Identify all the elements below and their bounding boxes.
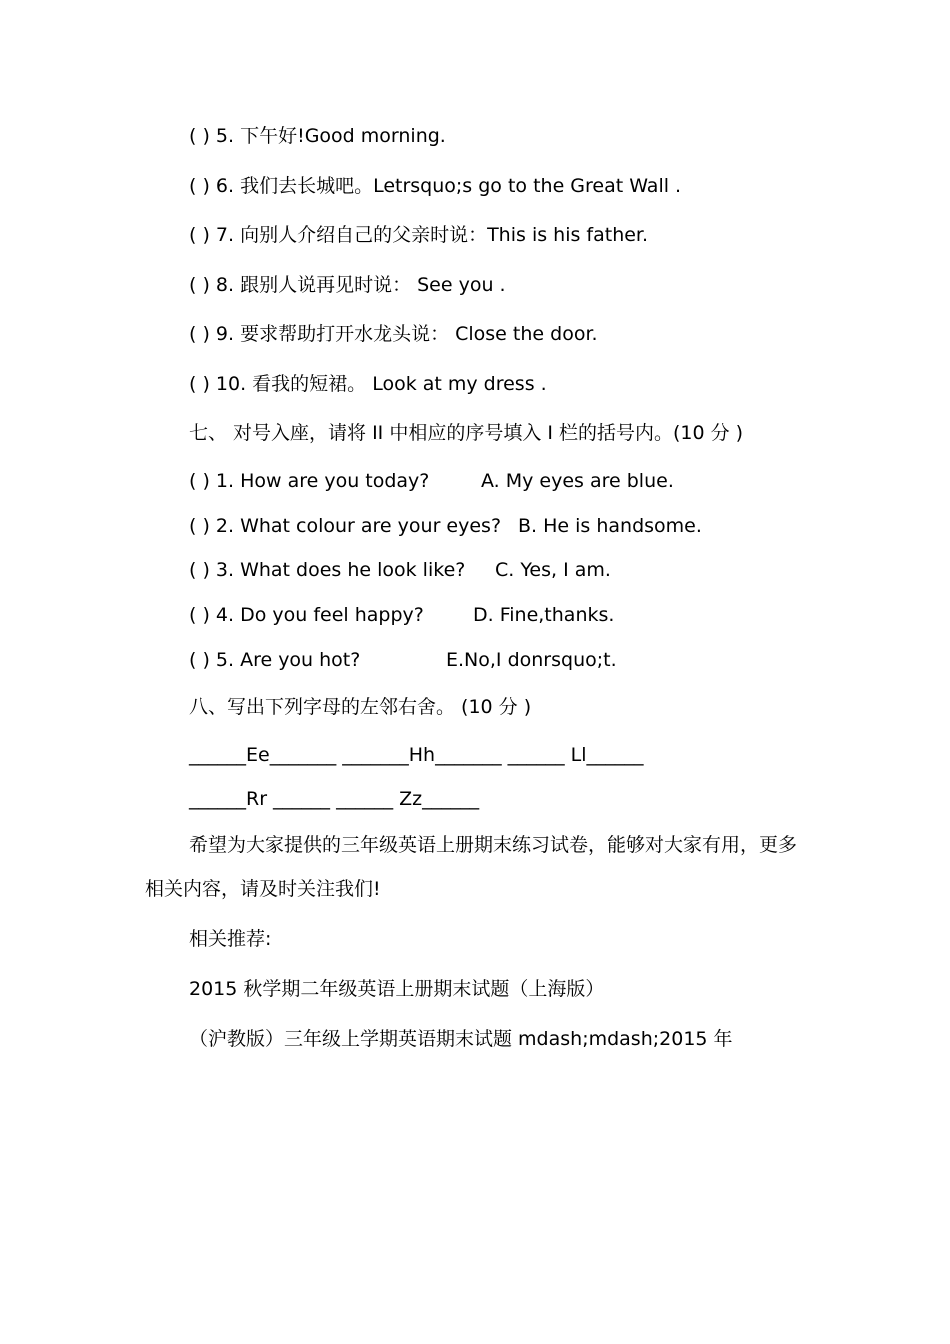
section7-question-1: ( ) 1. How are you today?: [189, 470, 430, 492]
related-label: 相关推荐:: [189, 928, 272, 950]
closing-paragraph: [145, 823, 815, 911]
section6-item-6: ( ) 6. 我们去长城吧。Letrsquo;s go to the Great Wall .: [189, 175, 682, 197]
section6-item-8: ( ) 8. 跟别人说再见时说： See you .: [189, 274, 506, 296]
related-link-2[interactable]: （沪教版）三年级上学期英语期末试题 mdash;mdash;2015 年: [189, 1028, 733, 1050]
section7-title: 七、 对号入座，请将 II 中相应的序号填入 I 栏的括号内。(10 分 ): [189, 422, 744, 444]
section8-row-1: ______Ee_______ _______Hh_______ ______ Ll______: [189, 744, 644, 766]
section7-question-4: ( ) 4. Do you feel happy?: [189, 604, 424, 626]
section6-item-10: ( ) 10. 看我的短裙。 Look at my dress .: [189, 373, 547, 395]
section7-answer-c: C. Yes, I am.: [495, 559, 611, 581]
section7-answer-a: A. My eyes are blue.: [481, 470, 674, 492]
section6-item-9: ( ) 9. 要求帮助打开水龙头说： Close the door.: [189, 323, 598, 345]
closing-paragraph-text: 希望为大家提供的三年级英语上册期末练习试卷，能够对大家有用，更多相关内容，请及时关注我们!: [145, 834, 798, 900]
section7-answer-d: D. Fine,thanks.: [473, 604, 615, 626]
section8-row-2: ______Rr ______ ______ Zz______: [189, 788, 480, 810]
section7-question-3: ( ) 3. What does he look like?: [189, 559, 466, 581]
section6-item-7: ( ) 7. 向别人介绍自己的父亲时说：This is his father.: [189, 224, 649, 246]
section7-question-2: ( ) 2. What colour are your eyes?: [189, 515, 502, 537]
section8-title: 八、写出下列字母的左邻右舍。 (10 分 ): [189, 696, 532, 718]
section7-answer-e: E.No,I donrsquo;t.: [446, 649, 617, 671]
section7-answer-b: B. He is handsome.: [518, 515, 702, 537]
section7-question-5: ( ) 5. Are you hot?: [189, 649, 361, 671]
related-link-1[interactable]: 2015 秋学期二年级英语上册期末试题（上海版）: [189, 978, 605, 1000]
section6-item-5: ( ) 5. 下午好!Good morning.: [189, 125, 446, 147]
